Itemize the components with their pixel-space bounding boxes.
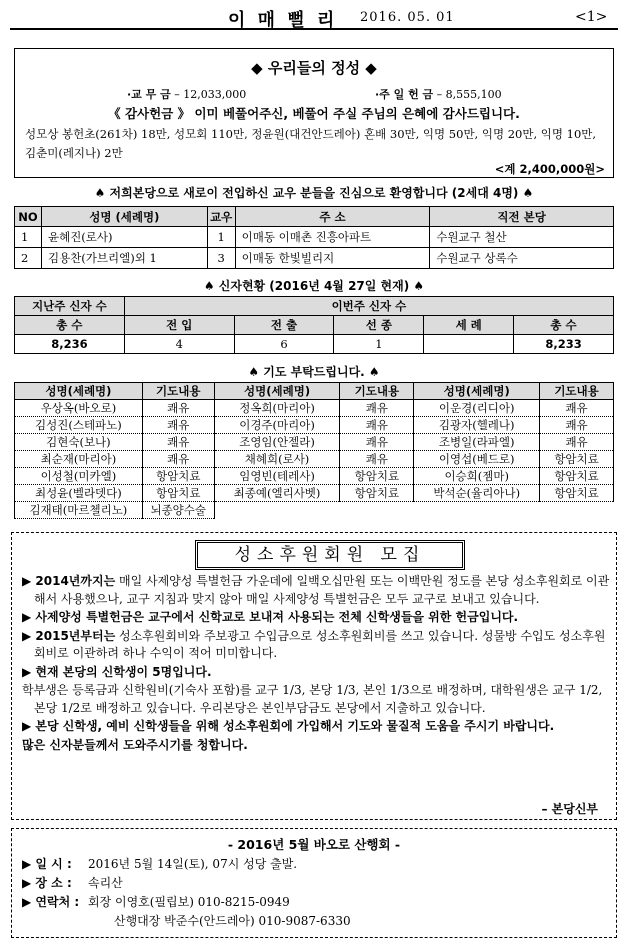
hiking-contact-2: 산행대장 박준수(안드레아) 010-9087-6330 — [114, 914, 351, 928]
table-row: 최순재(마리아) 쾌유 채혜희(로사) 쾌유 이영섭(베드로) 항암치료 — [15, 451, 614, 468]
vocation-support-body — [18, 573, 614, 755]
page-number: <1> — [575, 9, 608, 25]
prayer-table — [14, 382, 614, 519]
vocation-paragraph: ▶ 현재 본당의 신학생이 5명입니다. — [22, 664, 212, 679]
pastor-signature: – 본당신부 — [541, 802, 598, 816]
prayer-heading: ♠ 기도 부탁드립니다. ♠ — [248, 365, 380, 379]
table-row: 최성윤(벨라뎃다) 항암치료 최종예(엘리사벳) 항암치료 박석순(율리아나) 항암치료 — [15, 485, 614, 502]
hiking-club-box — [11, 828, 617, 938]
deceased: 1 — [334, 335, 424, 354]
offering-title: ◆ 우리들의 정성 ◆ — [251, 59, 377, 77]
this-week-total: 8,233 — [514, 335, 614, 354]
bulletin-title: 이 매 뻘 리 — [228, 10, 338, 31]
table-row: 우상옥(바오로) 쾌유 정옥희(마리아) 쾌유 이운경(리디아) 쾌유 — [15, 400, 614, 417]
offering-box — [14, 48, 614, 178]
table-row: 1 윤혜진(로사) 1 이매동 이매촌 진흥아파트 수원교구 철산 — [15, 227, 614, 248]
transfer-out: 6 — [234, 335, 334, 354]
table-row: 이성철(미카엘) 항암치료 임영빈(테레사) 항암치료 이승희(젬마) 항암치료 — [15, 468, 614, 485]
newcomers-table — [14, 206, 614, 269]
last-week-total: 8,236 — [15, 335, 125, 354]
vocation-paragraph: 많은 신자분들께서 도와주시기를 청합니다. — [22, 737, 248, 752]
vocation-paragraph: ▶ 사제양성 특별헌금은 교구에서 신학교로 보내져 사용되는 전체 신학생들을 위한 헌금입니다. — [22, 610, 519, 624]
table-row: 김재태(마르첼리노) 뇌종양수술 — [15, 502, 614, 519]
table-header-row — [15, 207, 614, 227]
vocation-support-box — [11, 532, 617, 820]
baptism — [424, 335, 514, 354]
offering-total: <계 2,400,000원> — [494, 162, 605, 176]
table-row: 김현숙(보나) 쾌유 조영임(안젤라) 쾌유 조병일(라파엘) 쾌유 — [15, 434, 614, 451]
col-no: NO — [15, 207, 42, 227]
vocation-support-title: 성소후원회원 모집 — [195, 540, 465, 570]
col-prev-parish: 직전 본당 — [430, 207, 614, 227]
hiking-date: ▶ 일 시 : 2016년 5월 14일(토), 07시 성당 출발. — [22, 857, 298, 871]
table-header-row: 성명(세례명) 기도내용 성명(세례명) 기도내용 성명(세례명) 기도내용 — [15, 383, 614, 400]
col-members: 교우 — [207, 207, 235, 227]
this-week-header: 이번주 신자 수 — [124, 297, 613, 316]
hiking-place: ▶ 장 소 : 속리산 — [22, 876, 123, 890]
vocation-paragraph: ▶ 본당 신학생, 예비 신학생들을 위해 성소후원회에 가입해서 기도와 물질적 도움을 주시기 바랍니다. — [22, 719, 555, 733]
table-row: 2 김용찬(가브리엘)외 1 3 이매동 한빛빌리지 수원교구 상록수 — [15, 248, 614, 269]
donor-list: 성모상 봉헌초(261차) 18만, 성모회 110만, 정윤원(대건안드레아) 혼배 30만, 익명 50만, 익명 20만, 익명 10만, 김춘미(레지나) 2만 — [25, 127, 597, 160]
bulletin-header — [10, 4, 618, 30]
believers-heading: ♠ 신자현황 (2016년 4월 27일 현재) ♠ — [203, 279, 425, 293]
thanks-offering-heading: 《 감사헌금 》 이미 베풀어주신, 베풀어 주실 주님의 은혜에 감사드립니다. — [108, 106, 520, 121]
believers-table — [14, 296, 614, 354]
col-address: 주 소 — [235, 207, 430, 227]
hiking-club-title: - 2016년 5월 바오로 산행회 - — [227, 837, 401, 852]
table-header-row: 총 수 전 입 전 출 선 종 세 례 총 수 — [15, 316, 614, 335]
bulletin-date: 2016. 05. 01 — [360, 10, 455, 25]
col-name: 성명 (세례명) — [41, 207, 207, 227]
vocation-paragraph: ▶ 2014년까지는 매일 사제양성 특별헌금 가운데에 일백오십만원 또는 이백만원 정도를 본당 성소후원회로 이관해서 사용했으나, 교구 지침과 맞지 않아 매일 사제양성 특별헌금은 모두 교구로 보내고 있습니다. — [22, 574, 610, 606]
table-row: 김성진(스테파노) 쾌유 이경주(마리아) 쾌유 김광자(헬레나) 쾌유 — [15, 417, 614, 434]
transfer-in: 4 — [124, 335, 234, 354]
mission-fee: ·교 무 금 – 12,033,000 — [127, 88, 247, 101]
newcomers-heading: ♠ 저희본당으로 새로이 전입하신 교우 분들을 진심으로 환영합니다 (2세대 4명) ♠ — [94, 186, 534, 200]
vocation-paragraph: ▶ 2015년부터는 성소후원회비와 주보광고 수입금으로 성소후원회비를 쓰고 있습니다. 성물방 수입도 성소후원회비로 이관하려 하나 수익이 적어 미미합니다. — [22, 628, 606, 660]
table-row — [15, 335, 614, 354]
vocation-paragraph: 학부생은 등록금과 신학원비(기숙사 포함)를 교구 1/3, 본당 1/3, 본인 1/3으로 배정하며, 대학원생은 교구 1/2, 본당 1/2로 배정하고 있습니다. 우리본당은 본인부담금도 본당에서 지출하고 있습니다. — [22, 683, 603, 715]
hiking-contact: ▶ 연락처 : 회장 이영호(필립보) 010-8215-0949 — [22, 895, 290, 909]
hiking-club-details — [22, 855, 351, 931]
table-header-row — [15, 297, 614, 316]
sunday-collection: ·주 일 헌 금 – 8,555,100 — [375, 88, 502, 101]
last-week-header: 지난주 신자 수 — [15, 297, 125, 316]
